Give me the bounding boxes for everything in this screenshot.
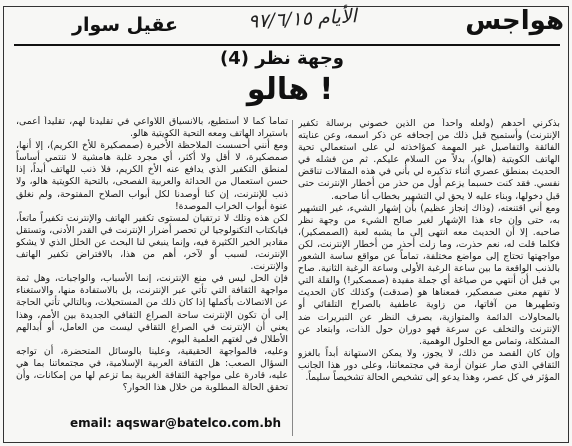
column-divider <box>292 120 293 436</box>
article-headline: هالو ! <box>246 72 334 107</box>
author-email: email: aqswar@batelco.com.bh <box>70 416 282 430</box>
paragraph: لكن هذه وتلك لا ترتقيان لمستوى تكفير الهاتف والإنترنت تكفيراً ماتعاً، فيابكتاب التكنولوجيا لن تحصر أضرار الإنترنت في القدر الأدنى، وتستقل مقادير الخير الكثيرة فيه، وإنما ينبغي لنا البحث عن الخلل الذي لا يشكو الإنترنت، لسبب أو لآخر، أهم من هذا، بالافتراض تكفير الهاتف والإنترنت. <box>16 212 288 273</box>
left-text-column <box>16 116 288 412</box>
paragraph: ومع أنني أحسست الملاحظة الأخيرة (صمصكيرة للأخ الكريم)، إلا أنها، صمصكيرة، لا أقل ولا أكثر، أي مجرد غلبة هامشية لا تنتمي أساساً لمنطق التكفير الذي يدافع عنه الأخ الكريم، فلا ذنب للهاتف أبداً، إذا حسن استعمال من الحداثة والعربية الفصحى، بالتحية الكويتية هالو، ولا ذنب للإنترنت، إن كنا أوصدنا لكل أبواب الصلاح المفتوحة، ولم نغلق عنوة أبواب الخراب الموصدة! <box>16 140 288 212</box>
paragraph: فإن الحل ليس في منع الإنترنت، إنما الأسباب، والواجبات، وهل ثمة مواجهة الثقافة التي تأتي عبر الإنترنت، بل بالاستفادة منها، والاستغناء عن الاتصالات بأكملها إذا كان ذلك من المستحيلات، وبالتالي تأتي الحاجة إلى أن تكون الإنترنت ساحة الصراع الثقافي الجديدة بين الأمم، وهذا يعني أن الإنترنت في الصراع الثقافي ليست من العامل، أو أبدالهم الأطلال في لغتهم العلمية اليوم. <box>16 273 288 345</box>
paragraph: بذكرني أحدهم (ولعله واحداً من الذين خصوني برسالة تكفير الإنترنت) وأستميح قبل ذلك من إجحافه عن ذكر اسمه، وعن عنايته الفائقة والتفاصيل غير المهمة كمؤاخذته لي على استعمالي تحية الهاتف الكويتية (هالو)، بدلاً من السلام عليكم. ثم من فشله في الحديث بمنطق عصري أثناء تذكيره لي بأني في هذه المقالات تناقض نفسي. فقد كنت حسبما يزعم أول من حذر من أخطار الإنترنت حتى قبل دخولها، وبناء عليه لا يحق لي التشهير بخطاب أنا صاحبه. <box>298 118 560 202</box>
right-text-column <box>298 118 560 440</box>
header-rule <box>14 44 560 46</box>
paragraph: ومع أني اقتنعته، (وذاك إنجاز عظيم) بأن إشهار الشيء، غير التشهير به، حتى وإن جاء هذا الإشهار لغير صالح الشيء من وجهة نظر صاحبه. إلا أن الحديث معه انتهى إلى ما يشبه لعبة (الصمصكير)، فكلما قلت له، نعم حذرت، وما زلت أحذر من أخطار الإنترنت، لكن مواجهتها تحتاج إلى مواضع مختلفة، تماماً عن مواقع ساسة الشعور بالذنب الواقعة ما بين ساعة الرغبة الأولى وساعة الرغبة الثانية. صاح بي قبل أن أنتهي من صياغة أي جملة مفيدة (صمصكير!) والقلة التي لا تفهم معنى صمصكير، فمعناها هو (صدقت) وكذلك كان الحديث وتطهيرها من آفاتها، من زاوية عاطفية بالصراخ التلقائي أو بالمحاولات الدائمة والمتوازية، بصرف النظر عن التبريرات ضد الإنترنت والتخلف عن سرعة فهو دوران حول الذات، وابتعاد عن المشكلة، وتماس مع الحلول الوهمية. <box>298 202 560 347</box>
article-subtitle: وجهة نظر (4) <box>220 48 344 69</box>
handwritten-date-stamp: الأيام ٩٧/٦/١٥ <box>247 5 358 33</box>
author-name: عقيل سوار <box>72 14 179 36</box>
paragraph: وإن كان القصد من ذلك، لا يجوز، ولا يمكن الاستهانة أبداً بالغزو الثقافي الذي صار عنوان أزمة في مجتمعاتنا، وعلى دور هذا الجانب المؤثر في كل عصر، وهذا يدعو إلى تشخيص الحالة تشخيصاً سليماً. <box>298 347 560 383</box>
paragraph: تماماً كما لا أستطيع، بالانسياق اللاواعي في تقليدنا لهم، تقليداً أعمى، باستيراد الهاتف ومعه التحية الكويتية هالو. <box>16 116 288 140</box>
paragraph: وعليه، فالمواجهة الحقيقية، وعلينا بالوسائل المتحضرة، أن تواجه السؤال الصعب: هل الثقافة العربية الإسلامية، في مجتمعاتنا بما هي عليه، قادرة على مواجهة الثقافة الغربية بما تزعم لها من إمكانات، وأن تحقق الحالة المطلوبة من خلال هذا الحوار؟ <box>16 345 288 394</box>
column-name: هواجس <box>465 6 564 36</box>
